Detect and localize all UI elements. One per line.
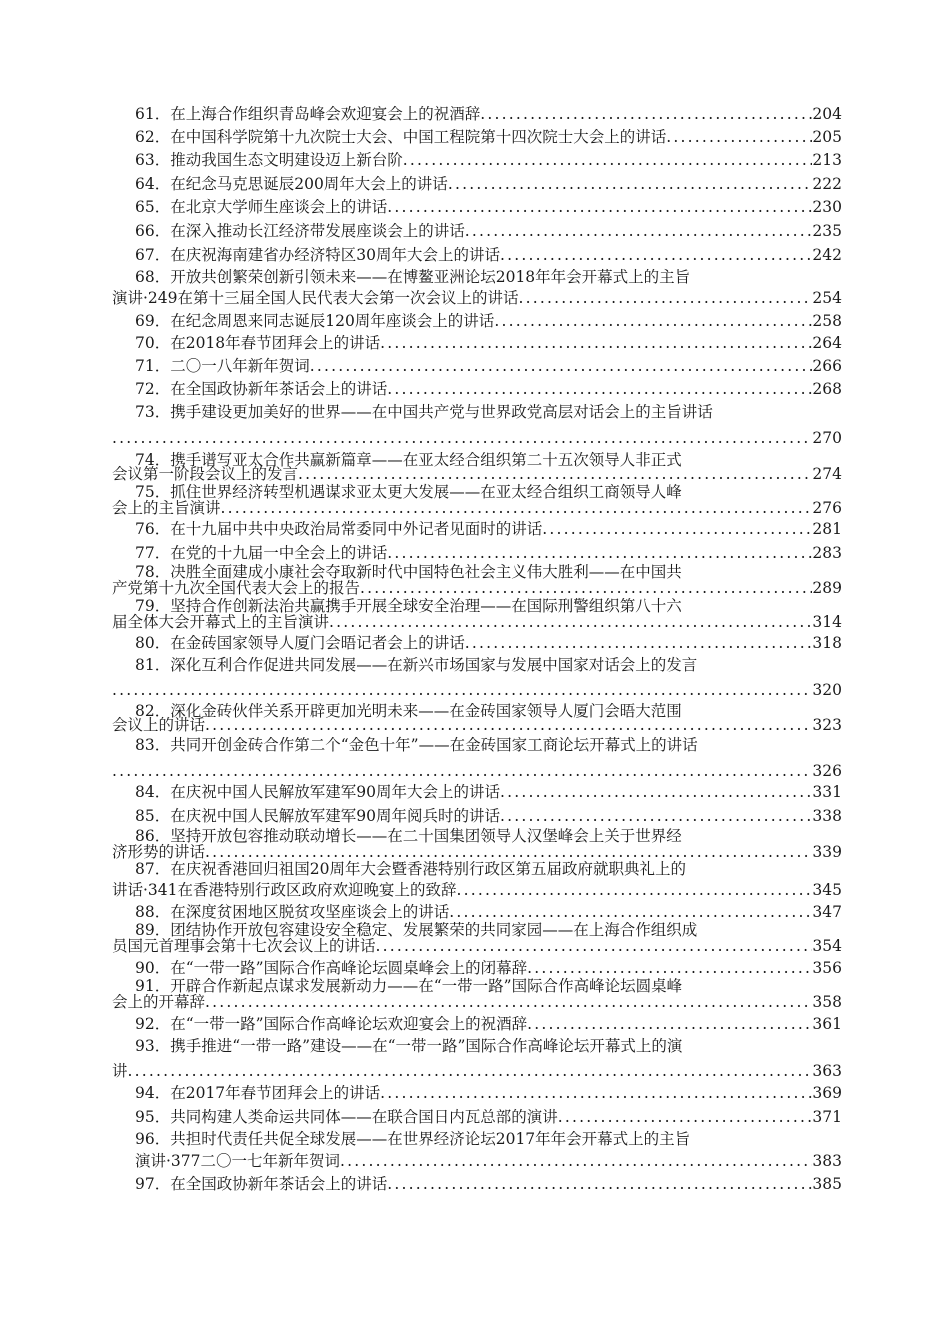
toc-line: [135, 1150, 842, 1172]
toc-page-number: 266: [812, 357, 842, 375]
toc-line: [112, 991, 842, 1013]
toc-entry-title: 81．深化互利合作促进共同发展——在新兴市场国家与发展中国家对话会上的发言: [135, 656, 698, 674]
toc-page-number: 371: [812, 1108, 842, 1126]
toc-entry-title: 87．在庆祝香港回归祖国20周年大会暨香港特别行政区第五届政府就职典礼上的: [135, 860, 686, 878]
dot-leader: [329, 611, 812, 633]
toc-page-number: 347: [812, 903, 842, 921]
toc-entry-title: 70．在2018年春节团拜会上的讲话: [135, 334, 381, 352]
toc-page-number: 361: [812, 1015, 842, 1033]
dot-leader: [205, 991, 812, 1013]
toc-line: [112, 287, 842, 309]
dot-leader: [500, 244, 812, 266]
toc-line: [135, 220, 842, 242]
dot-leader: [494, 310, 812, 332]
toc-line: [135, 196, 842, 218]
toc-entry-title: 66．在深入推动长江经济带发展座谈会上的讲话: [135, 222, 465, 240]
dot-leader: [128, 1060, 813, 1082]
toc-page-number: 258: [812, 312, 842, 330]
toc-line: [112, 497, 842, 519]
toc-line: [135, 1106, 842, 1128]
dot-leader: [448, 173, 813, 195]
toc-line: [135, 632, 842, 654]
toc-entry-title: 82．深化金砖伙伴关系开辟更加光明未来——在金砖国家领导人厦门会晤大范围: [135, 702, 682, 720]
toc-line: [112, 879, 842, 901]
toc-entry-title: 85．在庆祝中国人民解放军建军90周年阅兵时的讲话: [135, 807, 500, 825]
toc-line: [135, 1082, 842, 1104]
toc-line: [135, 518, 842, 540]
toc-page-number: 281: [812, 520, 842, 538]
toc-page-number: 264: [812, 334, 842, 352]
toc-page-number: 356: [812, 959, 842, 977]
toc-entry-title: 会议第一阶段会议上的发言: [112, 465, 299, 483]
dot-leader: [480, 103, 812, 125]
toc-entry-title: 89．团结协作开放包容建设安全稳定、发展繁荣的共同家园——在上海合作组织成: [135, 921, 698, 939]
toc-entry-title: 86．坚持开放包容推动联动增长——在二十国集团领导人汉堡峰会上关于世界经: [135, 827, 682, 845]
dot-leader: [221, 497, 813, 519]
toc-line: [135, 1128, 842, 1150]
toc-line: [112, 427, 842, 449]
toc-entry-title: 产党第十九次全国代表大会上的报告: [112, 579, 361, 597]
toc-line: [112, 760, 842, 782]
toc-entry-title: 75．抓住世界经济转型机遇谋求亚太更大发展——在亚太经合组织工商领导人峰: [135, 483, 682, 501]
toc-line: [112, 679, 842, 701]
toc-entry-title: 78．决胜全面建成小康社会夺取新时代中国特色社会主义伟大胜利——在中国共: [135, 563, 682, 581]
toc-entry-title: 会上的开幕辞: [112, 993, 206, 1011]
dot-leader: [387, 378, 812, 400]
toc-page-number: 213: [812, 151, 842, 169]
toc-line: [135, 654, 842, 676]
toc-page-number: 331: [812, 783, 842, 801]
toc-entry-title: 济形势的讲话: [112, 843, 206, 861]
toc-page-number: 338: [812, 807, 842, 825]
toc-line: [135, 401, 842, 423]
toc-line: [135, 332, 842, 354]
toc-page-number: 276: [812, 499, 842, 517]
toc-page-number: 345: [812, 881, 842, 899]
dot-leader: [465, 632, 813, 654]
toc-page-number: 326: [812, 762, 842, 780]
toc-entry-title: 92．在“一带一路”国际合作高峰论坛欢迎宴会上的祝酒辞: [135, 1015, 528, 1033]
toc-line: [135, 126, 842, 148]
toc-page-number: 358: [812, 993, 842, 1011]
toc-entry-title: 91．开辟合作新起点谋求发展新动力——在“一带一路”国际合作高峰论坛圆桌峰: [135, 977, 683, 995]
dot-leader: [527, 1013, 812, 1035]
toc-entry-title: 会上的主旨演讲: [112, 499, 221, 517]
toc-page-number: 363: [812, 1062, 842, 1080]
toc-line: [135, 266, 842, 288]
toc-line: [135, 1013, 842, 1035]
toc-entry-title: 95．共同构建人类命运共同体——在联合国日内瓦总部的演讲: [135, 1108, 558, 1126]
toc-entry-title: 61．在上海合作组织青岛峰会欢迎宴会上的祝酒辞: [135, 105, 481, 123]
toc-line: [135, 781, 842, 803]
toc-page-number: 204: [812, 105, 842, 123]
toc-page-number: 270: [812, 429, 842, 447]
dot-leader: [387, 1173, 812, 1195]
dot-leader: [457, 879, 813, 901]
toc-entry-title: 83．共同开创金砖合作第二个“金色十年”——在金砖国家工商论坛开幕式上的讲话: [135, 736, 698, 754]
toc-entry-title: 演讲·249在第十三届全国人民代表大会第一次会议上的讲话: [112, 289, 519, 307]
toc-entry-title: 员国元首理事会第十七次会议上的讲话: [112, 937, 376, 955]
toc-line: [135, 173, 842, 195]
toc-line: [135, 734, 842, 756]
toc-page-number: 385: [812, 1175, 842, 1193]
toc-entry-title: 讲话·341在香港特别行政区政府欢迎晚宴上的致辞: [112, 881, 457, 899]
toc-entry-title: 67．在庆祝海南建省办经济特区30周年大会上的讲话: [135, 246, 500, 264]
toc-entry-title: 80．在金砖国家领导人厦门会晤记者会上的讲话: [135, 634, 465, 652]
dot-leader: [112, 760, 812, 782]
toc-page-number: 314: [812, 613, 842, 631]
toc-line: [135, 355, 842, 377]
dot-leader: [112, 679, 812, 701]
toc-line: [112, 1060, 842, 1082]
dot-leader: [500, 805, 812, 827]
toc-entry-title: 97．在全国政协新年茶话会上的讲话: [135, 1175, 388, 1193]
toc-line: [112, 611, 842, 633]
dot-leader: [376, 935, 813, 957]
toc-line: [135, 858, 842, 880]
toc-page-number: 289: [812, 579, 842, 597]
toc-entry-title: 72．在全国政协新年茶话会上的讲话: [135, 380, 388, 398]
toc-entry-title: 96．共担时代责任共促全球发展——在世界经济论坛2017年年会开幕式上的主旨: [135, 1130, 691, 1148]
toc-entry-title: 77．在党的十九届一中全会上的讲话: [135, 544, 388, 562]
dot-leader: [465, 220, 813, 242]
dot-leader: [380, 332, 812, 354]
toc-line: [135, 378, 842, 400]
toc-page-number: 283: [812, 544, 842, 562]
dot-leader: [112, 427, 812, 449]
toc-entry-title: 79．坚持合作创新法治共赢携手开展全球安全治理——在国际刑警组织第八十六: [135, 597, 682, 615]
toc-page-number: 222: [812, 175, 842, 193]
dot-leader: [310, 355, 813, 377]
toc-line: [135, 244, 842, 266]
toc-page-number: 268: [812, 380, 842, 398]
dot-leader: [542, 518, 812, 540]
toc-page-number: 230: [812, 198, 842, 216]
toc-page-number: 320: [812, 681, 842, 699]
toc-line: [135, 805, 842, 827]
toc-entry-title: 73．携手建设更加美好的世界——在中国共产党与世界政党高层对话会上的主旨讲话: [135, 403, 713, 421]
toc-page-number: 339: [812, 843, 842, 861]
toc-entry-title: 届全体大会开幕式上的主旨演讲: [112, 613, 330, 631]
toc-page-number: 323: [812, 716, 842, 734]
toc-entry-title: 76．在十九届中共中央政治局常委同中外记者见面时的讲话: [135, 520, 543, 538]
toc-line: [135, 1035, 842, 1057]
toc-entry-title: 94．在2017年春节团拜会上的讲话: [135, 1084, 381, 1102]
toc-entry-title: 64．在纪念马克思诞辰200周年大会上的讲话: [135, 175, 448, 193]
toc-page-number: 235: [812, 222, 842, 240]
toc-line: [112, 935, 842, 957]
dot-leader: [519, 287, 813, 309]
toc-entry-title: 90．在“一带一路”国际合作高峰论坛圆桌峰会上的闭幕辞: [135, 959, 528, 977]
dot-leader: [500, 781, 812, 803]
toc-page-number: 369: [812, 1084, 842, 1102]
toc-entry-title: 62．在中国科学院第十九次院士大会、中国工程院第十四次院士大会上的讲话: [135, 128, 667, 146]
toc-line: [112, 714, 842, 736]
toc-entry-title: 63．推动我国生态文明建设迈上新台阶: [135, 151, 403, 169]
toc-line: [135, 103, 842, 125]
toc-entry-title: 88．在深度贫困地区脱贫攻坚座谈会上的讲话: [135, 903, 450, 921]
toc-entry-title: 93．携手推进“一带一路”建设——在“一带一路”国际合作高峰论坛开幕式上的演: [135, 1037, 683, 1055]
toc-entry-title: 演讲·377二〇一七年新年贺词: [135, 1152, 341, 1170]
dot-leader: [403, 149, 813, 171]
toc-entry-title: 68．开放共创繁荣创新引领未来——在博鳌亚洲论坛2018年年会开幕式上的主旨: [135, 268, 691, 286]
toc-entry-title: 会议上的讲话: [112, 716, 206, 734]
toc-line: [135, 149, 842, 171]
dot-leader: [340, 1150, 812, 1172]
dot-leader: [205, 714, 812, 736]
toc-entry-title: 65．在北京大学师生座谈会上的讲话: [135, 198, 388, 216]
toc-page-number: 242: [812, 246, 842, 264]
toc-entry-title: 讲: [112, 1062, 128, 1080]
dot-leader: [666, 126, 812, 148]
dot-leader: [558, 1106, 813, 1128]
toc-page-number: 274: [812, 465, 842, 483]
toc-page-number: 383: [812, 1152, 842, 1170]
toc-entry-title: 74．携手谱写亚太合作共赢新篇章——在亚太经合组织第二十五次领导人非正式: [135, 451, 682, 469]
toc-line: [135, 1173, 842, 1195]
toc-entry-title: 71．二〇一八年新年贺词: [135, 357, 310, 375]
toc-page-number: 318: [812, 634, 842, 652]
toc-entry-title: 69．在纪念周恩来同志诞辰120周年座谈会上的讲话: [135, 312, 495, 330]
toc-line: [135, 310, 842, 332]
dot-leader: [380, 1082, 812, 1104]
toc-page-number: 254: [812, 289, 842, 307]
dot-leader: [387, 196, 812, 218]
toc-entry-title: 84．在庆祝中国人民解放军建军90周年大会上的讲话: [135, 783, 500, 801]
toc-page-number: 354: [812, 937, 842, 955]
toc-page-number: 205: [812, 128, 842, 146]
